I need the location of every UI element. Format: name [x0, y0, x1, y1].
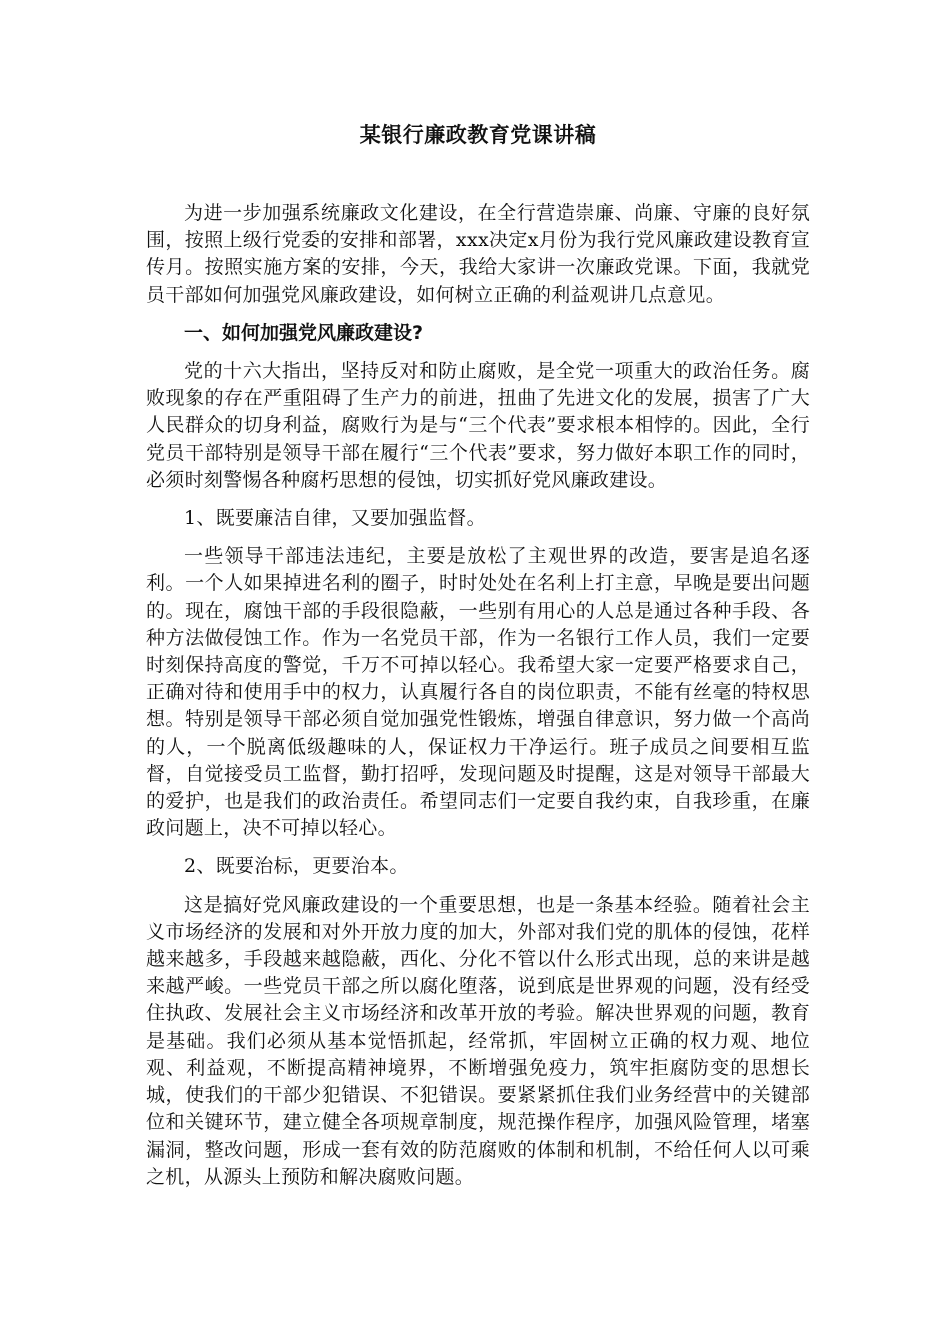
point-1-heading: 1、既要廉洁自律，又要加强监督。	[184, 507, 486, 530]
point-2-paragraph: 这是搞好党风廉政建设的一个重要思想，也是一条基本经验。随着社会主义市场经济的发展和对外开放力度的加大，外部对我们党的肌体的侵蚀，花样越来越多，手段越来越隐蔽，西化、分化不管以什么形式出现，总的来讲是越来越严峻。一些党员干部之所以腐化堕落，说到底是世界观的问题，没有经受住执政、发展社会主义市场经济和改革开放的考验。解决世界观的问题，教育是基础。我们必须从基本觉悟抓起，经常抓，牢固树立正确的权力观、地位观、利益观，不断提高精神境界，不断增强免疫力，筑牢拒腐防变的思想长城，使我们的干部少犯错误、不犯错误。要紧紧抓住我们业务经营中的关键部位和关键环节，建立健全各项规章制度，规范操作程序，加强风险管理，堵塞漏洞，整改问题，形成一套有效的防范腐败的体制和机制，不给任何人以可乘之机，从源头上预防和解决腐败问题。	[146, 893, 810, 1188]
document-title: 某银行廉政教育党课讲稿	[359, 123, 597, 147]
document-body	[146, 118, 810, 1202]
point-1-paragraph: 一些领导干部违法违纪，主要是放松了主观世界的改造，要害是追名逐利。一个人如果掉进名利的圈子，时时处处在名利上打主意，早晚是要出问题的。现在，腐蚀干部的手段很隐蔽，一些别有用心的人总是通过各种手段、各种方法做侵蚀工作。作为一名党员干部，作为一名银行工作人员，我们一定要时刻保持高度的警觉，千万不可掉以轻心。我希望大家一定要严格要求自己，正确对待和使用手中的权力，认真履行各自的岗位职责，不能有丝毫的特权思想。特别是领导干部必须自觉加强党性锻炼，增强自律意识，努力做一个高尚的人，一个脱离低级趣味的人，保证权力干净运行。班子成员之间要相互监督，自觉接受员工监督，勤打招呼，发现问题及时提醒，这是对领导干部最大的爱护，也是我们的政治责任。希望同志们一定要自我约束，自我珍重，在廉政问题上，决不可掉以轻心。	[146, 545, 810, 840]
intro-paragraph: 为进一步加强系统廉政文化建设，在全行营造崇廉、尚廉、守廉的良好氛围，按照上级行党委的安排和部署，xxx决定x月份为我行党风廉政建设教育宣传月。按照实施方案的安排，今天，我给大家讲一次廉政党课。下面，我就党员干部如何加强党风廉政建设，如何树立正确的利益观讲几点意见。	[146, 202, 810, 306]
section-1-paragraph: 党的十六大指出，坚持反对和防止腐败，是全党一项重大的政治任务。腐败现象的存在严重阻碍了生产力的前进，扭曲了先进文化的发展，损害了广大人民群众的切身利益，腐败行为是与“三个代表”要求根本相悖的。因此，全行党员干部特别是领导干部在履行“三个代表”要求，努力做好本职工作的同时，必须时刻警惕各种腐朽思想的侵蚀，切实抓好党风廉政建设。	[146, 360, 810, 491]
section-1-heading: 一、如何加强党风廉政建设?	[184, 321, 424, 344]
point-2-heading: 2、既要治标，更要治本。	[184, 855, 409, 878]
